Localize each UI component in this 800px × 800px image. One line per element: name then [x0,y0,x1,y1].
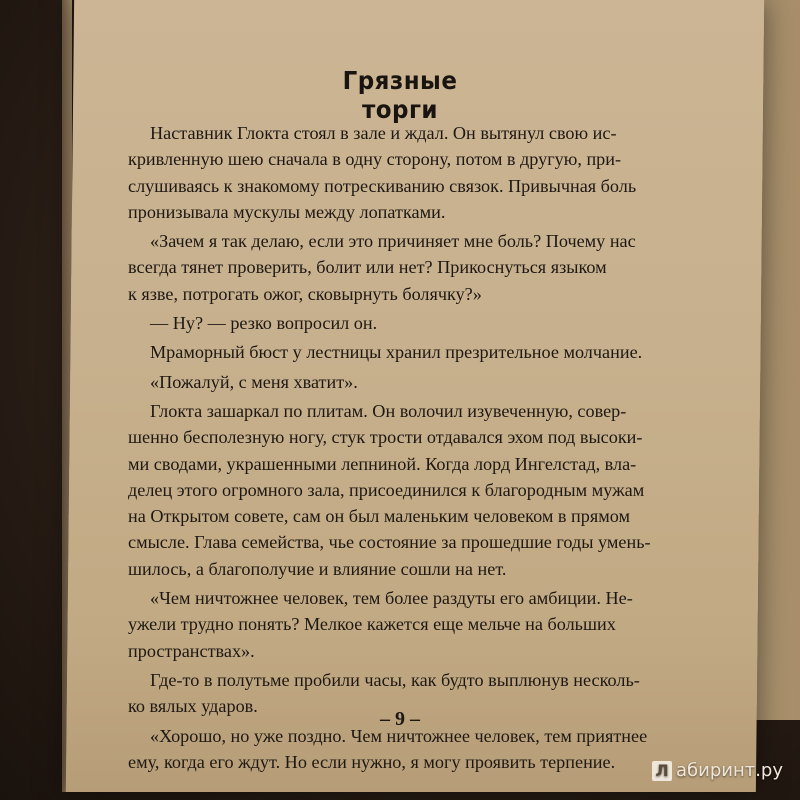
text-line: Глокта зашаркал по плитам. Он волочил изувеченную, совер- [150,400,627,421]
text-line: шилось, а благополучие и влияние сошли на нет. [128,558,507,579]
text-line: смысле. Глава семейства, чье состояние за прошедшие годы умень- [128,532,651,553]
text-line: на Открытом совете, сам он был маленьким человеком в прямом [128,506,630,527]
text-line: пространствах». [128,640,255,661]
text-line: ему, когда его ждут. Но если нужно, я могу проявить терпение. [128,751,616,772]
text-line: «Чем ничтожнее человек, тем более раздуты его амбиции. Не- [150,588,633,609]
body-text [128,120,702,775]
text-line: шенно бесполезную ногу, стук трости отдавался эхом под высоки- [128,427,643,448]
text-line: ми сводами, украшенными лепниной. Когда лорд Ингелстад, вла- [128,453,637,474]
watermark-text: абиринт.ру [676,760,784,781]
text-line: делец этого огромного зала, присоединился к благородным мужам [128,479,645,500]
text-line: кривленную шею сначала в одну сторону, потом в другую, при- [128,149,622,170]
text-line: «Пожалуй, с меня хватит». [150,371,358,392]
text-line: ко вялых ударов. [128,696,258,717]
page-number: – 9 – [380,708,420,730]
text-line: Мраморный бюст у лестницы хранил презрительное молчание. [150,342,643,363]
text-line: пронизывала мускулы между лопатками. [128,201,446,222]
labirint-logo-icon: Л [652,761,672,781]
text-line: «Зачем я так делаю, если это причиняет мне боль? Почему нас [150,231,636,252]
text-line: «Хорошо, но уже поздно. Чем ничтожнее человек, тем приятнее [150,725,648,746]
text-line: — Ну? — резко вопросил он. [150,313,378,334]
text-line: Наставник Глокта стоял в зале и ждал. Он вытянул свою ис- [150,123,617,143]
text-line: ужели трудно понять? Мелкое кажется еще мельче на больших [128,614,616,635]
watermark [652,760,783,781]
text-line: слушиваясь к знакомому потрескиванию связок. Привычная боль [128,175,637,196]
text-line: к язве, потрогать ожог, сковырнуть болячку?» [128,283,482,304]
text-line: Где-то в полутьме пробили часы, как будто выплюнув несколь- [150,669,640,690]
chapter-title: Грязные торги [342,66,458,124]
text-line: всегда тянет проверить, болит или нет? Прикоснуться языком [128,257,607,278]
